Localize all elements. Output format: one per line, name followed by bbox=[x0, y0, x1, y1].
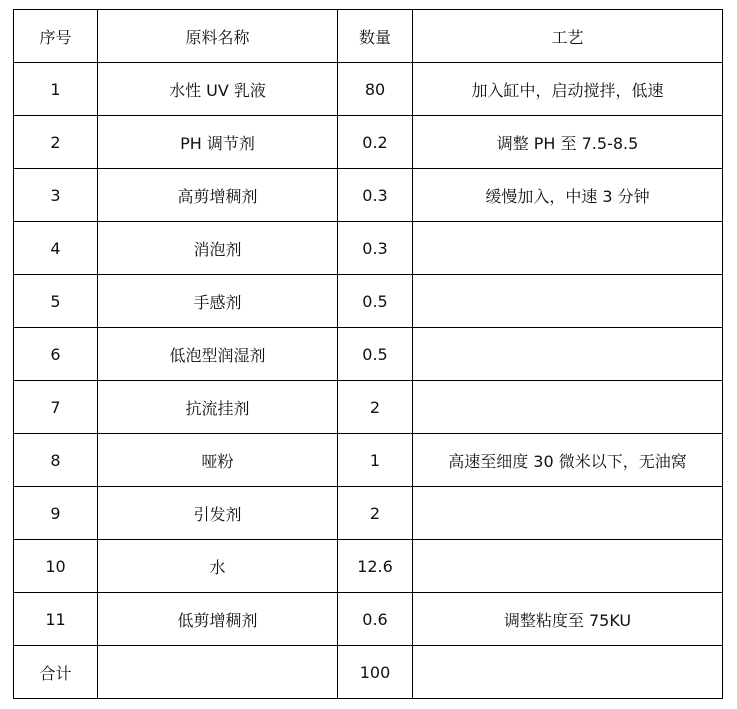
table-row bbox=[14, 487, 723, 540]
cell-quantity: 2 bbox=[338, 381, 413, 434]
cell-material-name: 水 bbox=[98, 540, 338, 593]
cell-index: 6 bbox=[14, 328, 98, 381]
cell-material-name: PH 调节剂 bbox=[98, 116, 338, 169]
cell-quantity: 2 bbox=[338, 487, 413, 540]
cell-index: 5 bbox=[14, 275, 98, 328]
cell-material-name: 引发剂 bbox=[98, 487, 338, 540]
formula-table-container bbox=[13, 9, 723, 699]
cell-index: 2 bbox=[14, 116, 98, 169]
cell-process bbox=[413, 381, 723, 434]
formula-table bbox=[13, 9, 723, 699]
cell-index: 7 bbox=[14, 381, 98, 434]
cell-index: 11 bbox=[14, 593, 98, 646]
table-header-row bbox=[14, 10, 723, 63]
table-row bbox=[14, 116, 723, 169]
cell-material-name: 高剪增稠剂 bbox=[98, 169, 338, 222]
header-index: 序号 bbox=[14, 10, 98, 63]
header-material-name: 原料名称 bbox=[98, 10, 338, 63]
cell-material-name: 抗流挂剂 bbox=[98, 381, 338, 434]
table-total-row bbox=[14, 646, 723, 699]
cell-process: 加入缸中，启动搅拌，低速 bbox=[413, 63, 723, 116]
cell-process: 缓慢加入，中速 3 分钟 bbox=[413, 169, 723, 222]
cell-material-name: 哑粉 bbox=[98, 434, 338, 487]
cell-process: 调整粘度至 75KU bbox=[413, 593, 723, 646]
cell-total-label: 合计 bbox=[14, 646, 98, 699]
cell-index: 3 bbox=[14, 169, 98, 222]
cell-quantity: 0.3 bbox=[338, 169, 413, 222]
cell-process: 调整 PH 至 7.5-8.5 bbox=[413, 116, 723, 169]
table-row bbox=[14, 540, 723, 593]
table-row bbox=[14, 381, 723, 434]
cell-quantity: 1 bbox=[338, 434, 413, 487]
cell-quantity: 80 bbox=[338, 63, 413, 116]
table-row bbox=[14, 593, 723, 646]
cell-total-quantity: 100 bbox=[338, 646, 413, 699]
table-row bbox=[14, 222, 723, 275]
cell-material-name: 低剪增稠剂 bbox=[98, 593, 338, 646]
cell-quantity: 0.5 bbox=[338, 275, 413, 328]
cell-process bbox=[413, 275, 723, 328]
table-row bbox=[14, 328, 723, 381]
table-row bbox=[14, 275, 723, 328]
cell-quantity: 12.6 bbox=[338, 540, 413, 593]
cell-material-name: 消泡剂 bbox=[98, 222, 338, 275]
cell-process bbox=[413, 222, 723, 275]
cell-process bbox=[413, 646, 723, 699]
cell-process bbox=[413, 487, 723, 540]
table-row bbox=[14, 434, 723, 487]
cell-quantity: 0.5 bbox=[338, 328, 413, 381]
cell-process bbox=[413, 328, 723, 381]
cell-process: 高速至细度 30 微米以下，无油窝 bbox=[413, 434, 723, 487]
cell-index: 8 bbox=[14, 434, 98, 487]
cell-material-name: 手感剂 bbox=[98, 275, 338, 328]
cell-process bbox=[413, 540, 723, 593]
header-process: 工艺 bbox=[413, 10, 723, 63]
table-row bbox=[14, 63, 723, 116]
table-row bbox=[14, 169, 723, 222]
cell-quantity: 0.3 bbox=[338, 222, 413, 275]
cell-index: 4 bbox=[14, 222, 98, 275]
cell-quantity: 0.6 bbox=[338, 593, 413, 646]
header-quantity: 数量 bbox=[338, 10, 413, 63]
cell-material-name bbox=[98, 646, 338, 699]
cell-index: 1 bbox=[14, 63, 98, 116]
cell-quantity: 0.2 bbox=[338, 116, 413, 169]
cell-index: 9 bbox=[14, 487, 98, 540]
cell-material-name: 水性 UV 乳液 bbox=[98, 63, 338, 116]
cell-material-name: 低泡型润湿剂 bbox=[98, 328, 338, 381]
cell-index: 10 bbox=[14, 540, 98, 593]
